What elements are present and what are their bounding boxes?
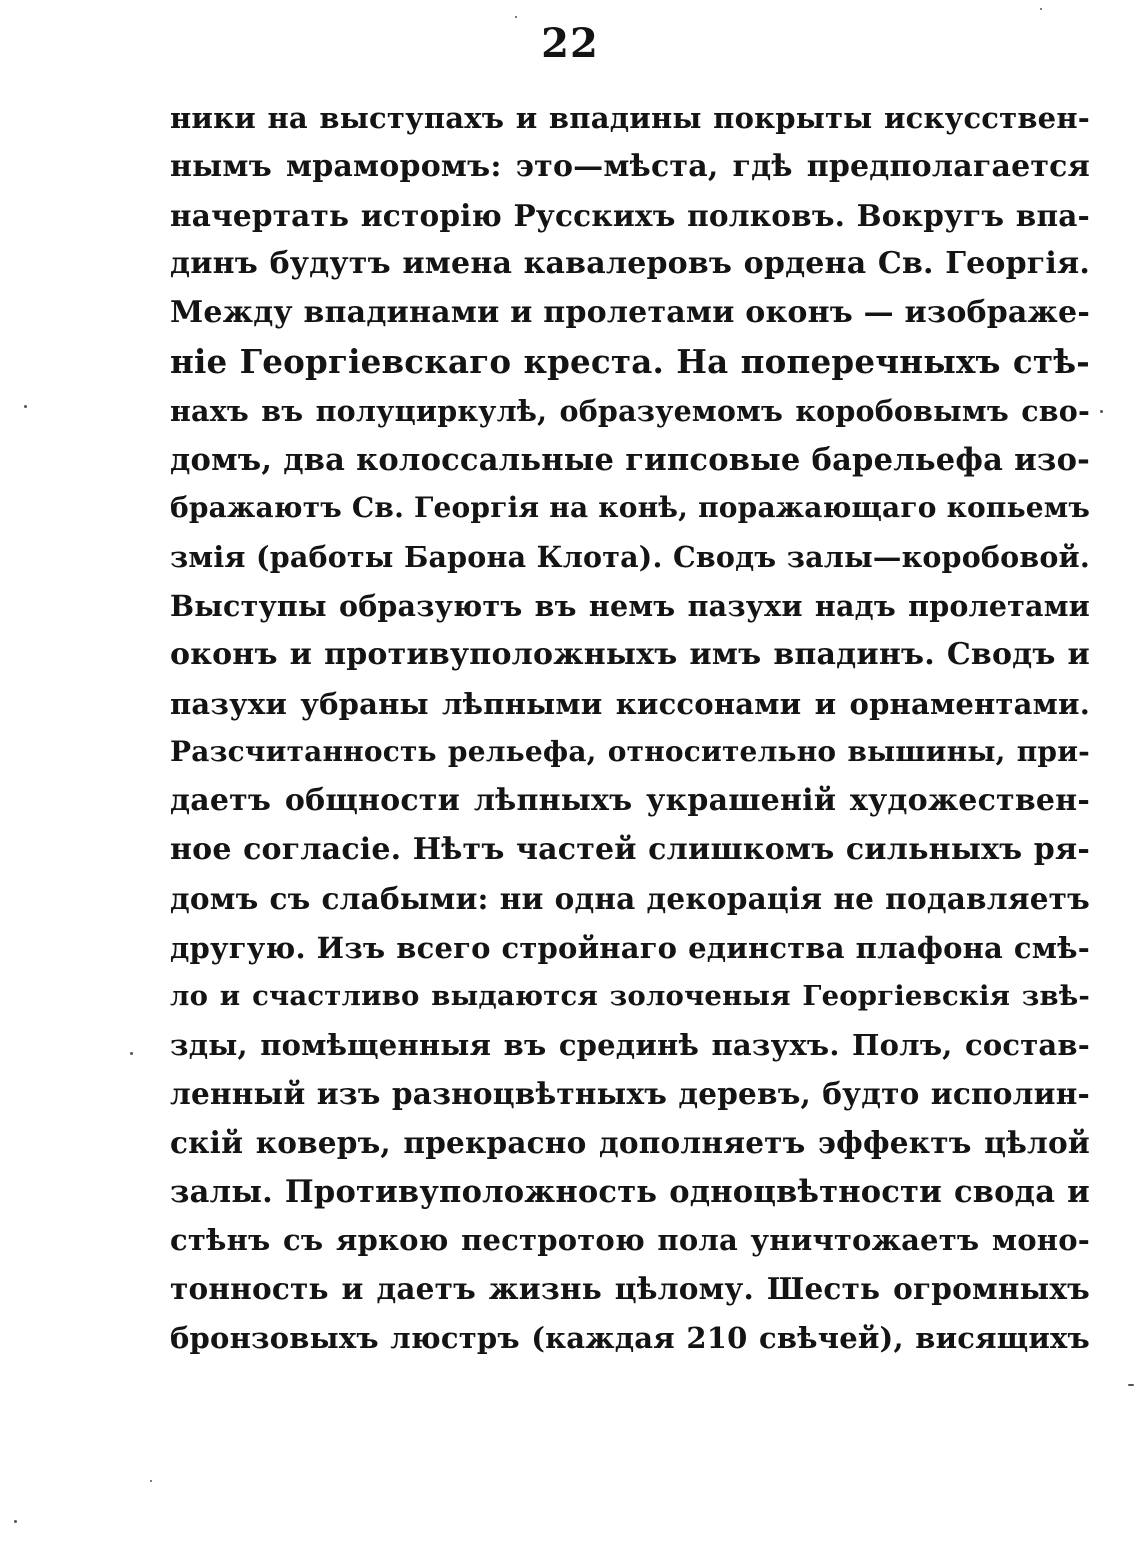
print-speck: [14, 1520, 17, 1523]
body-text: [170, 94, 1090, 1363]
text-line: Выступы образуютъ въ немъ пазухи надъ пролетами: [170, 588, 1090, 623]
text-line: зды, помѣщенныя въ срединѣ пазухъ. Полъ, состав-: [170, 1028, 1090, 1063]
print-speck: [515, 16, 517, 18]
print-speck: [1100, 410, 1103, 413]
text-line: тонность и даетъ жизнь цѣлому. Шесть огромныхъ: [170, 1271, 1090, 1307]
print-speck: [130, 1052, 133, 1055]
print-speck: [1040, 8, 1042, 10]
print-speck: [24, 405, 27, 408]
text-line: домъ съ слабыми: ни одна декорація не подавляетъ: [170, 880, 1090, 916]
text-line: бражаютъ Св. Георгія на конѣ, поражающаго копьемъ: [170, 491, 1090, 525]
text-line: другую. Изъ всего стройнаго единства плафона смѣ-: [170, 930, 1090, 965]
text-line: даетъ общности лѣпныхъ украшеній художествен-: [170, 783, 1090, 819]
text-line: ное согласіе. Нѣтъ частей слишкомъ сильныхъ ря-: [170, 831, 1090, 867]
print-speck: [1128, 1384, 1134, 1386]
text-line: залы. Противуположность одноцвѣтности свода и: [170, 1173, 1090, 1210]
text-line: нымъ мраморомъ: это—мѣста, гдѣ предполагается: [170, 148, 1090, 184]
text-line: ніе Георгіевскаго креста. На поперечныхъ стѣ-: [170, 341, 1090, 381]
text-line: домъ, два колоссальные гипсовые барельефа изо-: [170, 441, 1090, 478]
text-line: пазухи убраны лѣпными киссонами и орнаментами.: [170, 686, 1090, 721]
text-line: нахъ въ полуциркулѣ, образуемомъ коробовымъ сво-: [170, 393, 1090, 428]
text-line: ло и счастливо выдаются золоченыя Георгіевскія звѣ-: [170, 980, 1090, 1013]
text-line: Между впадинами и пролетами оконъ — изображе-: [170, 295, 1090, 331]
page-number: 22: [541, 20, 599, 67]
text-line: ники на выступахъ и впадины покрыты искусствен-: [170, 101, 1090, 135]
text-line: начертать исторію Русскихъ полковъ. Вокругъ впа-: [170, 197, 1090, 233]
text-line: динъ будутъ имена кавалеровъ ордена Св. Георгія.: [170, 246, 1090, 282]
text-line: ленный изъ разноцвѣтныхъ деревъ, будто исполин-: [170, 1075, 1090, 1111]
text-line: скій коверъ, прекрасно дополняетъ эффектъ цѣлой: [170, 1124, 1090, 1160]
text-line: оконъ и противуположныхъ имъ впадинъ. Сводъ и: [170, 636, 1090, 672]
text-line: змія (работы Барона Клота). Сводъ залы—коробовой.: [170, 540, 1090, 575]
text-line: Разсчитанность рельефа, относительно вышины, при-: [170, 735, 1090, 769]
text-line: бронзовыхъ люстръ (каждая 210 свѣчей), висящихъ: [170, 1320, 1090, 1355]
print-speck: [150, 1480, 152, 1482]
text-line: стѣнъ съ яркою пестротою пола уничтожаетъ моно-: [170, 1223, 1090, 1258]
